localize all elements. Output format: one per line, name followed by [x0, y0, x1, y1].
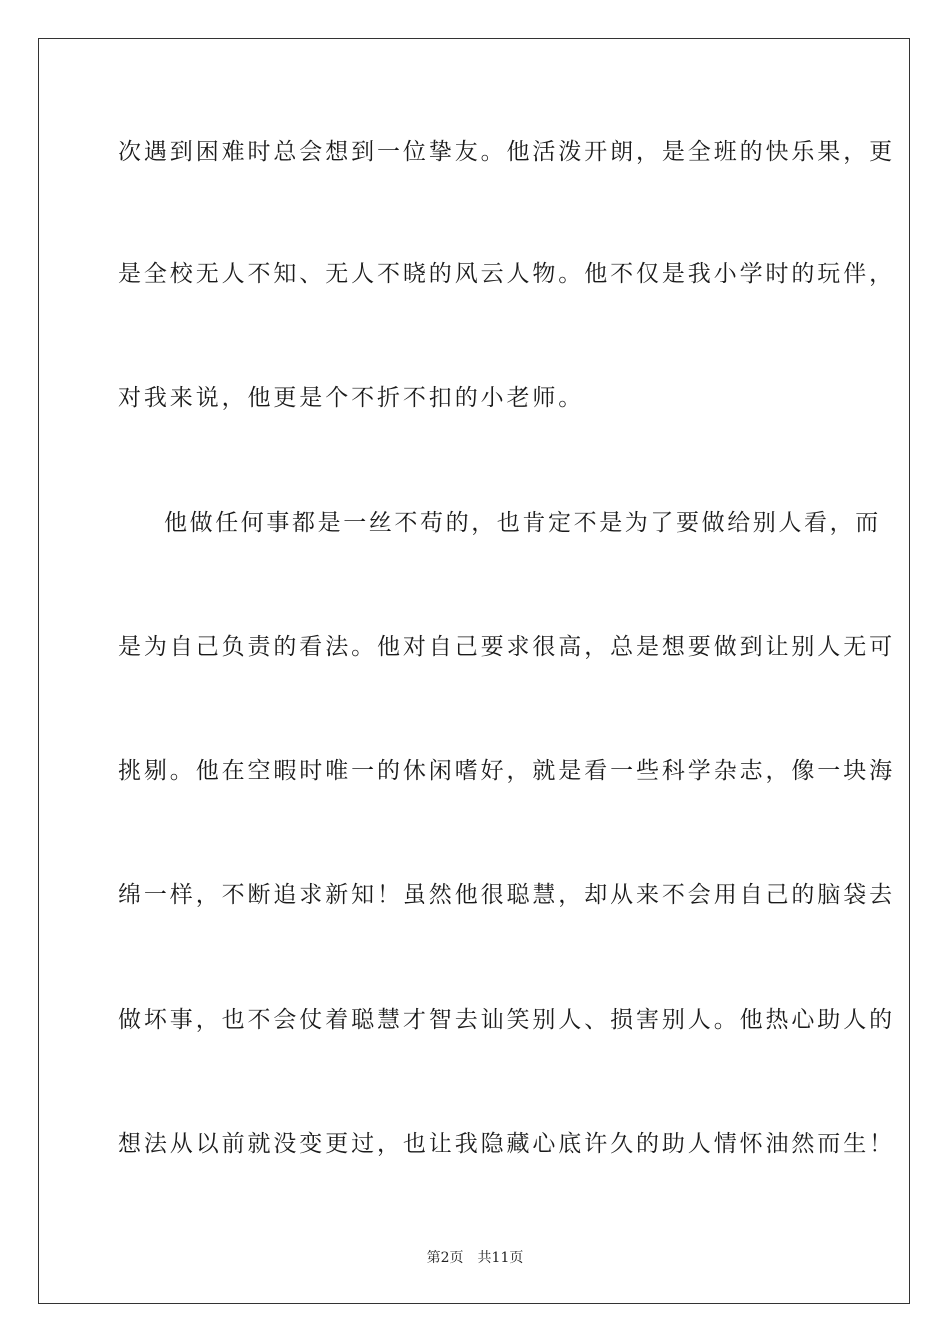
text-line-1: 次遇到困难时总会想到一位挚友。他活泼开朗，是全班的快乐果，更	[118, 139, 895, 165]
text-line-9: 想法从以前就没变更过，也让我隐藏心底许久的助人情怀油然而生！	[118, 1131, 895, 1157]
text-line-6: 挑剔。他在空暇时唯一的休闲嗜好，就是看一些科学杂志，像一块海	[118, 758, 895, 784]
text-line-8: 做坏事，也不会仗着聪慧才智去讪笑别人、损害别人。他热心助人的	[118, 1007, 895, 1033]
page-number: 第2页	[426, 1250, 464, 1266]
page-border	[38, 38, 910, 1304]
page-total: 共11页	[477, 1250, 524, 1266]
text-line-2: 是全校无人不知、无人不晓的风云人物。他不仅是我小学时的玩伴，	[118, 261, 895, 287]
page-footer	[0, 1247, 950, 1267]
text-line-4: 他做任何事都是一丝不苟的，也肯定不是为了要做给别人看，而	[164, 510, 881, 536]
text-line-5: 是为自己负责的看法。他对自己要求很高，总是想要做到让别人无可	[118, 634, 895, 660]
text-line-7: 绵一样，不断追求新知！虽然他很聪慧，却从来不会用自己的脑袋去	[118, 882, 895, 908]
text-line-3: 对我来说，他更是个不折不扣的小老师。	[118, 385, 585, 411]
